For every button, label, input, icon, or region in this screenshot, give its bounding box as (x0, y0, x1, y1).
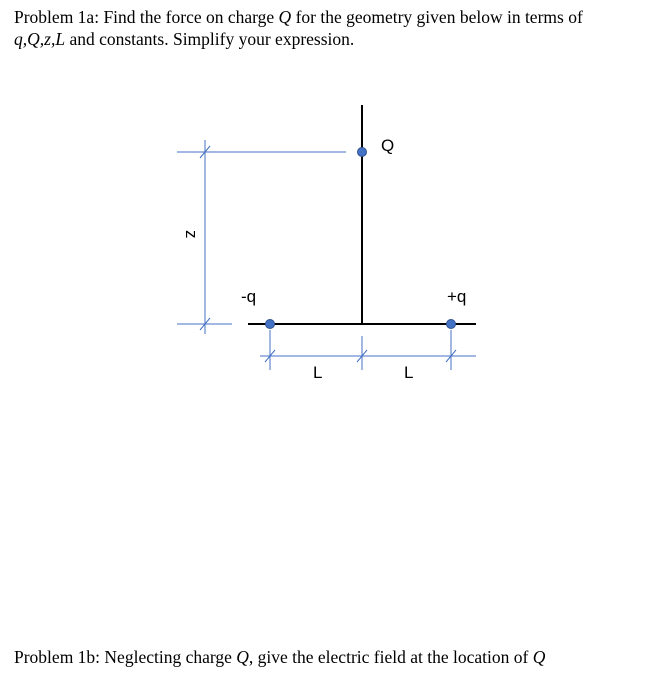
left-spacing-label: L (313, 363, 323, 382)
problem-1a-label: Problem 1a: (14, 7, 100, 27)
problem-1b-label: Problem 1b: (14, 647, 101, 667)
charge-top-dot (358, 148, 367, 157)
right-spacing-label: L (404, 363, 414, 382)
problem-1b-text-before: Neglecting charge (100, 647, 237, 667)
dimension-lines (177, 140, 476, 370)
problem-1b (14, 646, 545, 668)
charge-right-label: +q (447, 287, 467, 306)
problem-1a-text-end: and constants. Simplify your expression. (65, 29, 355, 49)
charge-top-label: Q (381, 136, 395, 155)
axes (248, 105, 476, 324)
problem-1a-charge-symbol: Q (278, 7, 292, 27)
problem-1b-line-1 (14, 646, 545, 668)
charge-left-label: -q (241, 287, 257, 306)
problem-1a-text-before: Find the force on charge (99, 7, 279, 27)
charge-left-dot (266, 320, 275, 329)
charge-right-dot (447, 320, 456, 329)
problem-1b-charge-symbol: Q (236, 647, 249, 667)
height-label: z (182, 230, 201, 239)
problem-1a-text-after: for the geometry given below in terms of (291, 7, 583, 27)
problem-1b-charge-symbol-end: Q (532, 647, 546, 667)
problem-1b-text-middle: , give the electric field at the location of (248, 647, 533, 667)
charges (266, 148, 456, 329)
problem-1a-variables: q,Q,z,L (14, 29, 66, 49)
